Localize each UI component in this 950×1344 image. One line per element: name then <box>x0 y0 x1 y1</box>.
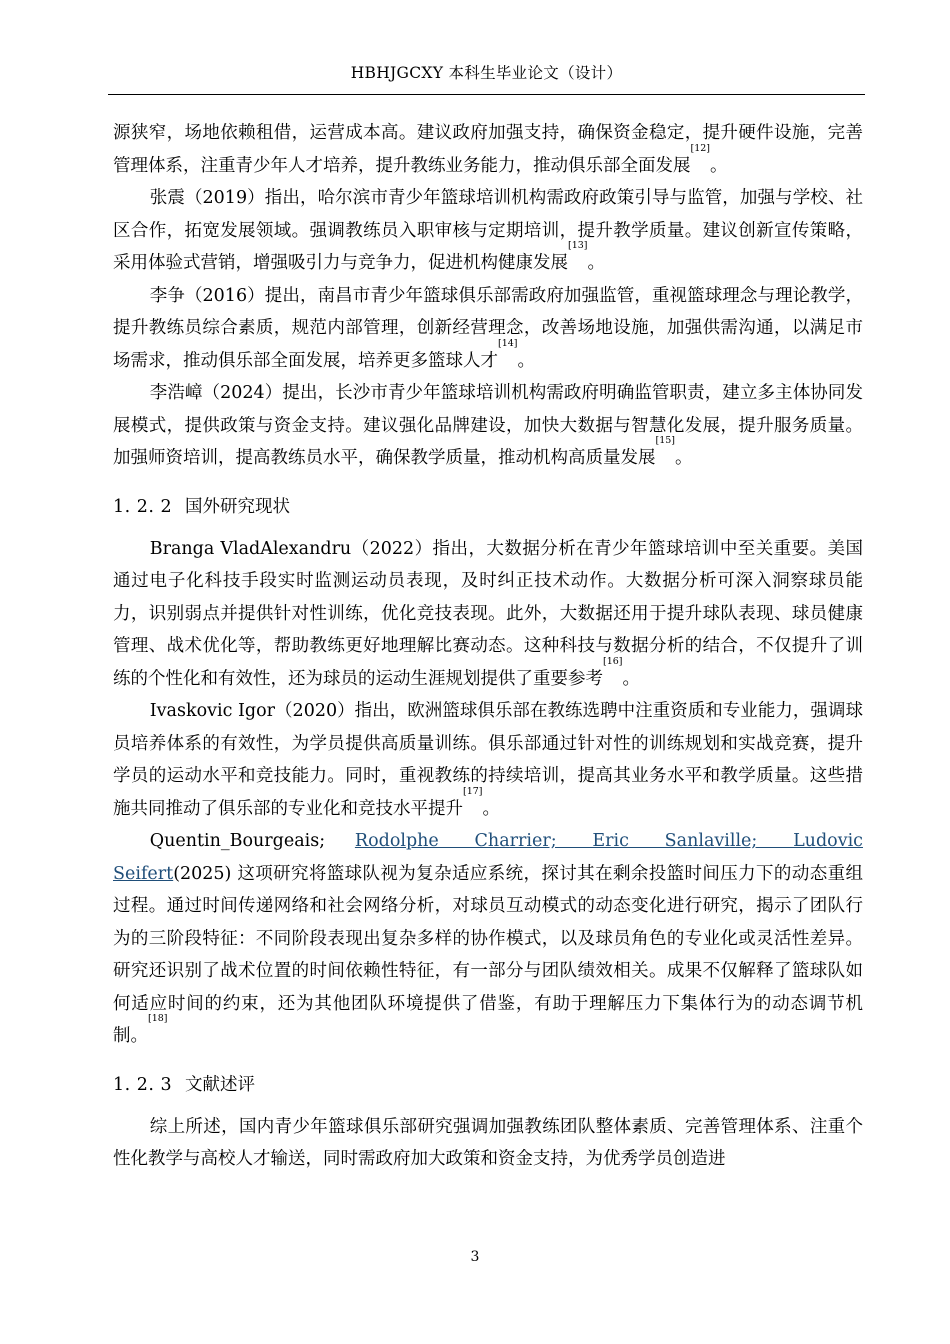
paragraph: Quentin_Bourgeais; Rodolphe Charrier; Eric Sanlaville; Ludovic Seifert(2025) 这项研究将篮球队视为复杂适应系统，探讨其在剩余投篮时间压力下的动态重组过程。通过时间传递网络和社会网络分析，对球员互动模式的动态变化进行研究，揭示了团队行为的三阶段特征：不同阶段表现出复杂多样的协作模式，以及球员角色的专业化或灵活性差异。研究还识别了战术位置的时间依赖性特征，有一部分与团队绩效相关。成果不仅解释了篮球队如何适应时间的约束，还为其他团队环境提供了借鉴，有助于理解压力下集体行为的动态调节机制。[18] <box>113 831 863 1046</box>
citation-ref: [18] <box>148 1013 168 1024</box>
header-rule <box>108 94 865 95</box>
paragraph: Ivaskovic Igor（2020）指出，欧洲篮球俱乐部在教练选聘中注重资质和专业能力，强调球员培养体系的有效性，为学员提供高质量训练。俱乐部通过针对性的训练规划和实战竞赛，提升学员的运动水平和竞技能力。同时，重视教练的持续培训，提高其业务水平和教学质量。这些措施共同推动了俱乐部的专业化和竞技水平提升[17]。 <box>113 701 863 819</box>
paragraph: 李争（2016）提出，南昌市青少年篮球俱乐部需政府加强监管，重视篮球理念与理论教学，提升教练员综合素质，规范内部管理，创新经营理念，改善场地设施，加强供需沟通，以满足市场需求，推动俱乐部全面发展，培养更多篮球人才[14]。 <box>113 285 863 371</box>
section-title: 国外研究现状 <box>185 496 290 517</box>
citation-ref: [17] <box>463 785 483 797</box>
paragraph: Branga VladAlexandru（2022）指出，大数据分析在青少年篮球培训中至关重要。美国通过电子化科技手段实时监测运动员表现，及时纠正技术动作。大数据分析可深入洞察球员能力，识别弱点并提供针对性训练，优化竞技表现。此外，大数据还用于提升球队表现、球员健康管理、战术优化等，帮助教练更好地理解比赛动态。这种科技与数据分析的结合，不仅提升了训练的个性化和有效性，还为球员的运动生涯规划提供了重要参考[16]。 <box>113 538 863 689</box>
section-title: 文献述评 <box>185 1074 255 1095</box>
section-heading <box>113 491 863 523</box>
author-link[interactable]: Rodolphe Charrier; Eric Sanlaville; Ludovic Seifert <box>113 831 863 884</box>
page-body <box>113 117 863 1176</box>
citation-ref: [16] <box>603 655 623 667</box>
section-number: 1. 2. 3 <box>113 1074 173 1095</box>
paragraph: 李浩嶂（2024）提出，长沙市青少年篮球培训机构需政府明确监管职责，建立多主体协同发展模式，提供政策与资金支持。建议强化品牌建设，加快大数据与智慧化发展，提升服务质量。加强师资培训，提高教练员水平，确保教学质量，推动机构高质量发展[15]。 <box>113 383 863 468</box>
citation-ref: [15] <box>655 435 676 446</box>
paragraph: 综上所述，国内青少年篮球俱乐部研究强调加强教练团队整体素质、完善管理体系、注重个性化教学与高校人才输送，同时需政府加大政策和资金支持，为优秀学员创造进 <box>113 1116 863 1169</box>
citation-ref: [13] <box>568 240 588 251</box>
section-heading <box>113 1069 863 1101</box>
citation-ref: [14] <box>498 337 518 349</box>
page-number: 3 <box>470 1249 480 1265</box>
section-number: 1. 2. 2 <box>113 496 173 517</box>
citation-ref: [12] <box>690 142 711 154</box>
paragraph: 张震（2019）指出，哈尔滨市青少年篮球培训机构需政府政策引导与监管，加强与学校、社区合作，拓宽发展领域。强调教练员入职审核与定期培训，提升教学质量。建议创新宣传策略，采用体验式营销，增强吸引力与竞争力，促进机构健康发展[13]。 <box>113 188 863 273</box>
paragraph-continued: 源狭窄，场地依赖租借，运营成本高。建议政府加强支持，确保资金稳定，提升硬件设施，完善管理体系，注重青少年人才培养，提升教练业务能力，推动俱乐部全面发展[12]。 <box>113 123 863 176</box>
page-header: HBHJGCXY 本科生毕业论文（设计） <box>350 64 623 82</box>
